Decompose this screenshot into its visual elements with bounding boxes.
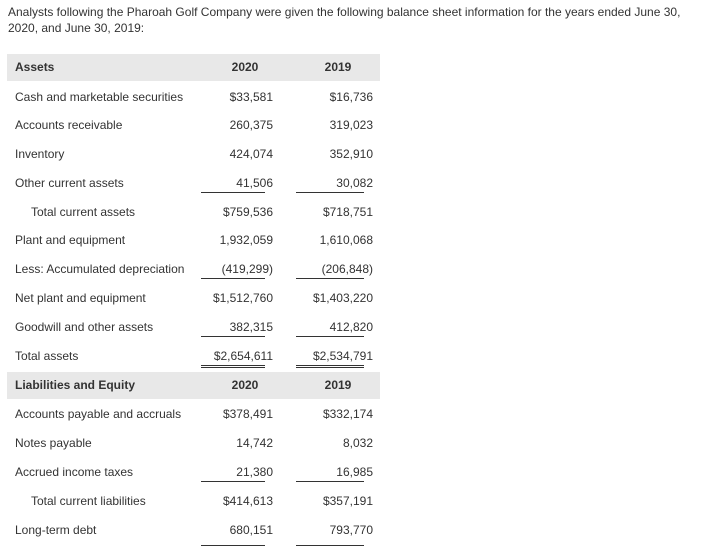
value-2019: 319,023 bbox=[329, 118, 373, 132]
value-2020: 260,375 bbox=[229, 118, 273, 132]
value-2019: $718,751 bbox=[322, 205, 373, 219]
table-row bbox=[7, 202, 380, 222]
row-label: Less: Accumulated depreciation bbox=[15, 262, 185, 276]
table-row bbox=[7, 173, 380, 193]
double-underline bbox=[201, 365, 265, 368]
row-label: Accrued income taxes bbox=[15, 465, 134, 479]
liabilities-header-2020: 2020 bbox=[231, 378, 259, 392]
value-2020: 424,074 bbox=[229, 147, 273, 161]
underline bbox=[296, 278, 364, 279]
table-row bbox=[7, 491, 380, 511]
value-2020: (419,299) bbox=[221, 262, 273, 276]
table-row bbox=[7, 404, 380, 424]
row-label: Total assets bbox=[15, 349, 79, 363]
liabilities-header bbox=[7, 372, 380, 399]
table-row bbox=[7, 520, 380, 540]
underline bbox=[201, 336, 265, 337]
table-row bbox=[7, 115, 380, 135]
underline bbox=[201, 481, 265, 482]
value-2020: $33,581 bbox=[229, 90, 273, 104]
row-label: Accounts payable and accruals bbox=[15, 407, 182, 421]
value-2019: 412,820 bbox=[329, 320, 373, 334]
row-label: Plant and equipment bbox=[15, 233, 126, 247]
underline bbox=[296, 545, 364, 546]
value-2020: 14,742 bbox=[236, 436, 273, 450]
underline bbox=[201, 545, 265, 546]
value-2020: $1,512,760 bbox=[212, 291, 273, 305]
row-label: Goodwill and other assets bbox=[15, 320, 154, 334]
value-2020: $414,613 bbox=[222, 494, 273, 508]
assets-header-2019: 2019 bbox=[324, 60, 352, 74]
assets-header-2020: 2020 bbox=[231, 60, 259, 74]
row-label: Notes payable bbox=[15, 436, 92, 450]
value-2019: $16,736 bbox=[329, 90, 373, 104]
value-2020: $378,491 bbox=[222, 407, 273, 421]
value-2020: 680,151 bbox=[229, 523, 273, 537]
value-2019: 793,770 bbox=[329, 523, 373, 537]
value-2019: $2,534,791 bbox=[312, 349, 373, 363]
row-label: Other current assets bbox=[15, 176, 124, 190]
table-row bbox=[7, 144, 380, 164]
underline bbox=[201, 192, 265, 193]
value-2020: $2,654,611 bbox=[213, 349, 273, 363]
value-2019: $332,174 bbox=[322, 407, 373, 421]
value-2019: $357,191 bbox=[322, 494, 373, 508]
row-label: Long-term debt bbox=[15, 523, 97, 537]
table-row bbox=[7, 230, 380, 250]
row-label: Total current liabilities bbox=[31, 494, 146, 508]
underline bbox=[296, 481, 364, 482]
value-2019: 352,910 bbox=[329, 147, 373, 161]
table-row bbox=[7, 288, 380, 308]
liabilities-header-label: Liabilities and Equity bbox=[15, 378, 136, 392]
value-2020: $759,536 bbox=[222, 205, 273, 219]
liabilities-header-2019: 2019 bbox=[324, 378, 352, 392]
row-label: Inventory bbox=[15, 147, 65, 161]
table-row bbox=[7, 87, 380, 107]
value-2020: 382,315 bbox=[229, 320, 273, 334]
table-row bbox=[7, 462, 380, 482]
table-row bbox=[7, 259, 380, 279]
underline bbox=[296, 336, 364, 337]
assets-header bbox=[7, 54, 380, 81]
table-row bbox=[7, 346, 380, 366]
row-label: Total current assets bbox=[31, 205, 136, 219]
row-label: Net plant and equipment bbox=[15, 291, 146, 305]
value-2019: $1,403,220 bbox=[312, 291, 373, 305]
value-2020: 1,932,059 bbox=[219, 233, 273, 247]
underline bbox=[296, 192, 364, 193]
value-2020: 21,380 bbox=[236, 465, 273, 479]
value-2019: 16,985 bbox=[336, 465, 373, 479]
table-row bbox=[7, 317, 380, 337]
value-2019: 1,610,068 bbox=[319, 233, 373, 247]
value-2019: 8,032 bbox=[342, 436, 373, 450]
row-label: Accounts receivable bbox=[15, 118, 123, 132]
intro-text: Analysts following the Pharoah Golf Company were given the following balance sheet information for the years ended June 30, 2020, and June 30, 2019: bbox=[8, 5, 681, 35]
table-row bbox=[7, 433, 380, 453]
row-label: Cash and marketable securities bbox=[15, 90, 184, 104]
double-underline bbox=[296, 365, 364, 368]
value-2019: 30,082 bbox=[336, 176, 373, 190]
value-2019: (206,848) bbox=[321, 262, 373, 276]
underline bbox=[201, 278, 265, 279]
assets-header-label: Assets bbox=[15, 60, 55, 74]
value-2020: 41,506 bbox=[236, 176, 273, 190]
